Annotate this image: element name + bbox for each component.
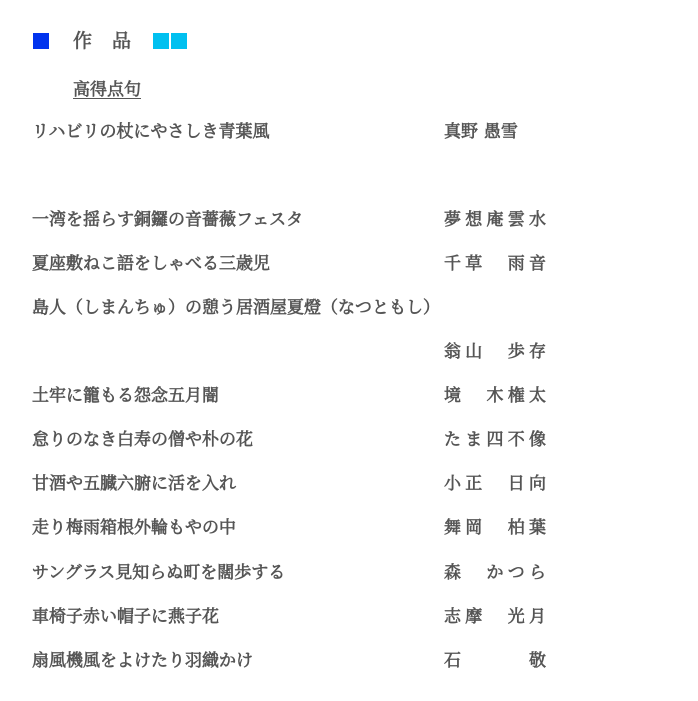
- author-name: 森 かつら: [444, 563, 546, 583]
- haiku-text: 土牢に籠もる怨念五月闇: [32, 386, 219, 406]
- haiku-row: [0, 250, 698, 278]
- haiku-text: サングラス見知らぬ町を闊歩する: [32, 563, 286, 583]
- author-name: たま四不像: [444, 430, 546, 450]
- haiku-text: 怠りのなき白寿の僧や朴の花: [32, 430, 253, 450]
- author-name: 石 敬: [444, 651, 546, 671]
- author-name: 舞岡 柏葉: [444, 518, 546, 538]
- haiku-row: [0, 470, 698, 498]
- haiku-row: [0, 426, 698, 454]
- haiku-row: [0, 118, 698, 146]
- author-name: 夢想庵雲水: [444, 210, 546, 230]
- haiku-row: [0, 382, 698, 410]
- author-name: 小正 日向: [444, 474, 546, 494]
- haiku-row: [0, 338, 698, 366]
- haiku-text: 一湾を揺らす銅鑼の音薔薇フェスタ: [32, 210, 304, 230]
- author-name: 翁山 歩存: [444, 342, 546, 362]
- haiku-row: [0, 559, 698, 587]
- haiku-text: 夏座敷ねこ語をしゃべる三歳児: [32, 254, 270, 274]
- author-name: 真野 愚雪: [444, 122, 518, 142]
- haiku-row: [0, 294, 698, 322]
- author-name: 志摩 光月: [444, 607, 546, 627]
- blue-square-icon: [33, 33, 49, 49]
- cyan-square-icon: [153, 33, 169, 49]
- haiku-text: 甘酒や五臓六腑に活を入れ: [32, 474, 236, 494]
- haiku-text: リハビリの杖にやさしき青葉風: [32, 122, 270, 142]
- haiku-row: [0, 514, 698, 542]
- haiku-row: [0, 206, 698, 234]
- haiku-row: [0, 647, 698, 675]
- haiku-text: 扇風機風をよけたり羽織かけ: [32, 651, 253, 671]
- author-name: 千草 雨音: [444, 254, 546, 274]
- author-name: 境 木権太: [444, 386, 546, 406]
- section-header: [33, 30, 187, 52]
- subheading-top-scores: 高得点句: [73, 80, 141, 100]
- cyan-square-icon: [171, 33, 187, 49]
- haiku-row: [0, 603, 698, 631]
- haiku-text: 島人（しまんちゅ）の憩う居酒屋夏燈（なつともし）: [32, 298, 440, 318]
- section-title: 作品: [73, 30, 152, 52]
- haiku-text: 車椅子赤い帽子に燕子花: [32, 607, 219, 627]
- haiku-text: 走り梅雨箱根外輪もやの中: [32, 518, 236, 538]
- cyan-squares-icon: [153, 33, 187, 49]
